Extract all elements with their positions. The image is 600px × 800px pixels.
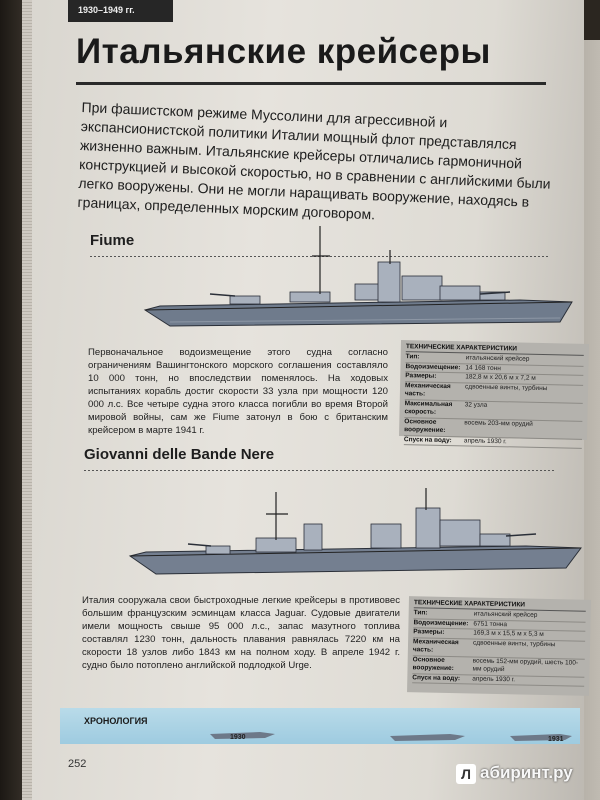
spec-row: Максимальная скорость: 32 узла — [404, 400, 582, 422]
spec-row: Водоизмещение: 14 168 тонн — [405, 363, 583, 376]
chronology-ship-silhouettes — [60, 708, 580, 744]
spec-row: Основное вооружение: восемь 203-мм орудий — [404, 418, 582, 440]
giovanni-specs-box — [407, 596, 591, 696]
spec-row: Спуск на воду: апрель 1930 г. — [404, 436, 582, 449]
title-underline — [76, 82, 546, 85]
spec-row: Спуск на воду: апрель 1930 г. — [412, 674, 584, 687]
giovanni-masts — [266, 488, 426, 540]
spec-row: Размеры: 169,3 м х 15,5 м х 5,3 м — [413, 628, 585, 641]
ship-name-fiume: Fiume — [90, 232, 135, 249]
spec-row: Тип: итальянский крейсер — [414, 609, 586, 622]
spec-row: Тип: итальянский крейсер — [406, 353, 584, 366]
intro-paragraph: При фашистском режиме Муссолини для агрессивной и экспансионистской политики Италии мощный флот представлялся жизненно важным. Итальянские крейсеры отличались гармоничной конструкцией и высокой скоростью, но в сравнении с английскими были легко вооружены. Они не могли наращивать вооружение, находясь в границах, определенных морским договором. — [77, 98, 551, 223]
chronology-year: 1931 — [548, 736, 564, 743]
spec-row: Механическая часть: сдвоенные винты, турбины — [413, 638, 585, 660]
chronology-label: ХРОНОЛОГИЯ — [84, 716, 148, 726]
giovanni-ship-illustration — [126, 484, 586, 584]
fiume-superstructure — [230, 262, 505, 304]
watermark-text: абиринт.ру — [480, 763, 573, 782]
spec-row: Водоизмещение: 6751 тонна — [413, 619, 585, 632]
specs-header: ТЕХНИЧЕСКИЕ ХАРАКТЕРИСТИКИ — [414, 599, 586, 612]
watermark-logo-icon: Л — [456, 764, 476, 784]
page-stack-edge — [22, 0, 32, 800]
header-years: 1930–1949 гг. — [78, 5, 135, 15]
giovanni-description: Италия сооружала свои быстроходные легкие крейсеры в противовес большим французским эсминцам класса Jaguar. Судовые двигатели имели мощность свыше 95 000 л.с., запас мазутного топлива составлял 1230 тонн, дальность плавания равнялась 7220 км на скорости 18 узлов либо 1843 км на полном ходу. В апреле 1942 г. судно было потоплено английской подлодкой Urge. — [82, 595, 400, 671]
giovanni-hull — [130, 546, 581, 574]
spec-row: Основное вооружение: восемь 152-мм орудий, шесть 100-мм орудий — [412, 656, 584, 678]
page-title: Итальянские крейсеры — [76, 32, 491, 71]
ship-name-giovanni: Giovanni delle Bande Nere — [84, 446, 275, 463]
chronology-band — [60, 708, 580, 744]
spec-row: Механическая часть: сдвоенные винты, турбины — [405, 382, 583, 404]
page-number: 252 — [68, 758, 87, 770]
ship-divider — [84, 470, 554, 471]
chronology-year: 1930 — [230, 734, 246, 741]
fiume-specs-box — [399, 340, 589, 445]
fiume-hull — [145, 300, 572, 326]
spec-row: Размеры: 182,8 м х 20,6 м х 7,2 м — [405, 372, 583, 385]
specs-header: ТЕХНИЧЕСКИЕ ХАРАКТЕРИСТИКИ — [406, 343, 584, 356]
fiume-description: Первоначальное водоизмещение этого судна согласно ограничениям Вашингтонского морского соглашения составляло 10 000 тонн, но впоследствии поменялось. На ходовых испытаниях корабль достиг скорости 33 узла при мощности 120 000 л.с. Все четыре судна этого класса погибли во время Второй мировой войны, сам же Fiume затонул в бою с британским крейсером в марте 1941 г. — [88, 347, 388, 436]
fiume-ship-illustration — [140, 222, 580, 334]
